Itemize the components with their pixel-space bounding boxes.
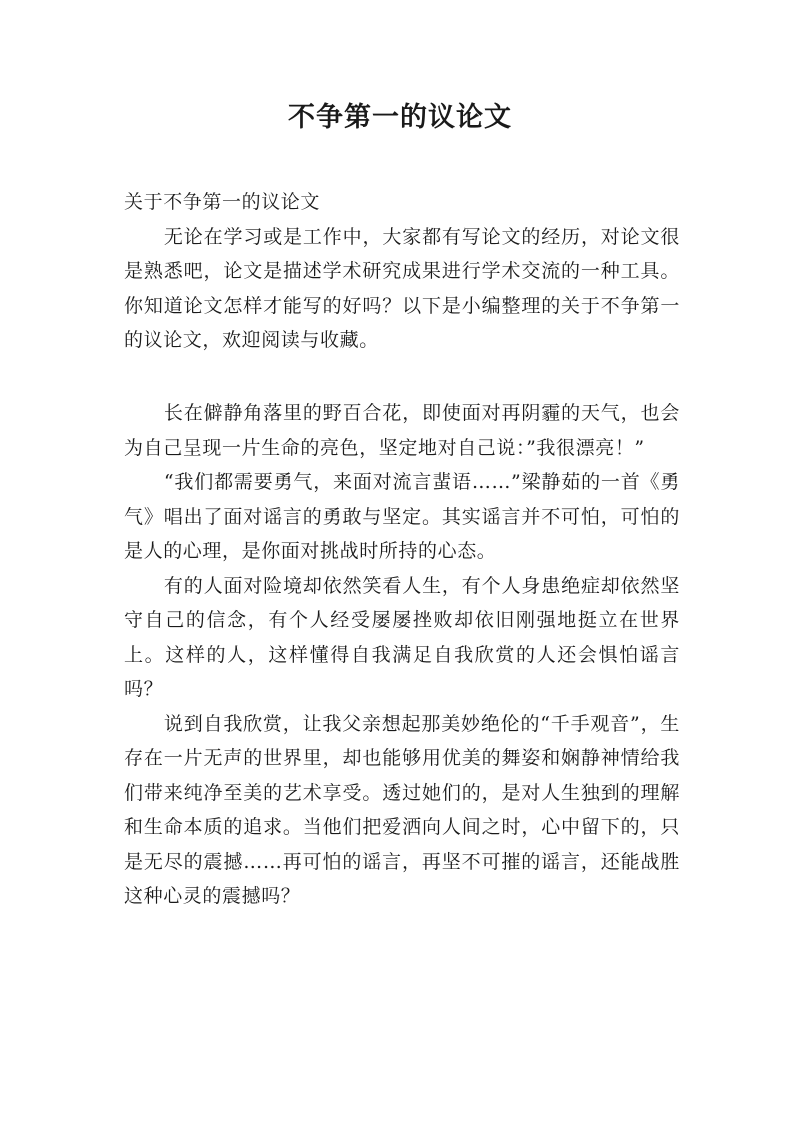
paragraph-appreciation: 说到自我欣赏，让我父亲想起那美妙绝伦的“千手观音”，生存在一片无声的世界里，却也能够用优美的舞姿和娴静神情给我们带来纯净至美的艺术享受。透过她们的，是对人生独到的理解和生命本质的追求。当他们把爱洒向人间之时，心中留下的，只是无尽的震撼……再可怕的谣言，再坚不可摧的谣言，还能战胜这种心灵的震撼吗？ <box>124 712 680 907</box>
document-title: 不争第一的议论文 <box>288 102 512 133</box>
document-subtitle: 关于不争第一的议论文 <box>124 191 321 213</box>
document-body <box>124 185 680 914</box>
paragraph-courage: “我们都需要勇气，来面对流言蜚语……”梁静茹的一首《勇气》唱出了面对谣言的勇敢与坚定。其实谣言并不可怕，可怕的是人的心理，是你面对挑战时所持的心态。 <box>124 471 680 562</box>
paragraph-intro: 无论在学习或是工作中，大家都有写论文的经历，对论文很是熟悉吧，论文是描述学术研究成果进行学术交流的一种工具。你知道论文怎样才能写的好吗？以下是小编整理的关于不争第一的议论文，欢迎阅读与收藏。 <box>124 225 680 351</box>
paragraph-lily: 长在僻静角落里的野百合花，即使面对再阴霾的天气，也会为自己呈现一片生命的亮色，坚定地对自己说：”我很漂亮！” <box>124 402 680 459</box>
paragraph-adversity: 有的人面对险境却依然笑看人生，有个人身患绝症却依然坚守自己的信念，有个人经受屡屡挫败却依旧刚强地挺立在世界上。这样的人，这样懂得自我满足自我欣赏的人还会惧怕谣言吗？ <box>124 574 680 700</box>
paragraph-spacer <box>124 358 680 393</box>
